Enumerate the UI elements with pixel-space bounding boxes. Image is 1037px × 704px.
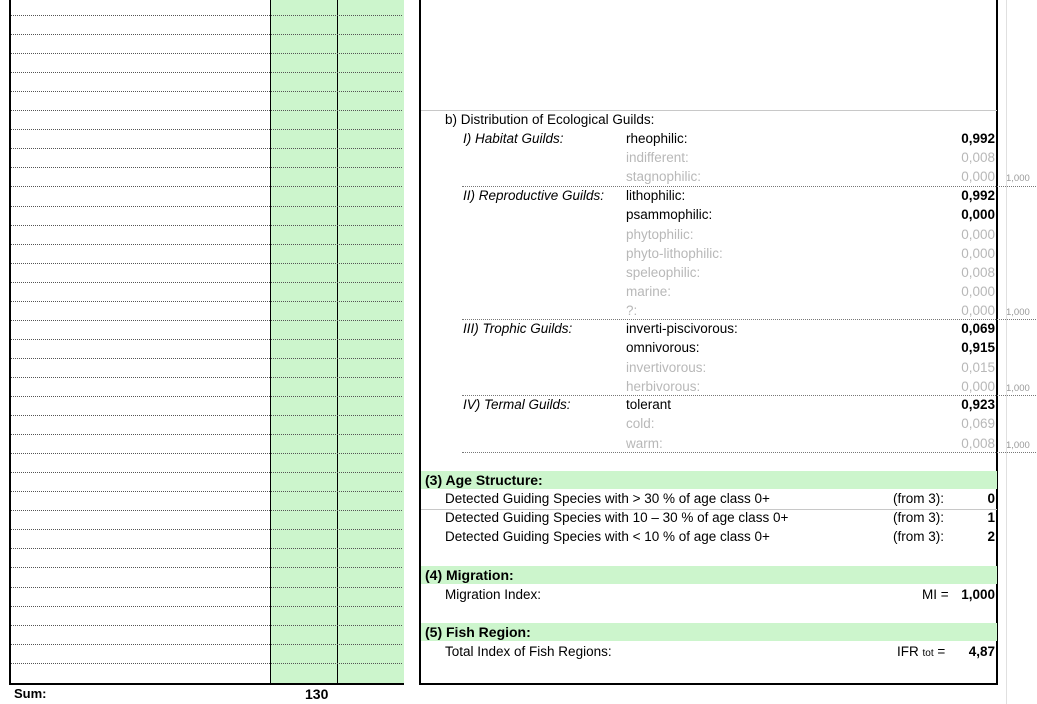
guild-label: lithophilic:	[626, 188, 686, 203]
table-row-divider	[11, 225, 402, 226]
termal-guilds-title: IV) Termal Guilds:	[463, 397, 571, 412]
table-row-divider	[11, 72, 402, 73]
divider	[462, 186, 1036, 187]
column-divider	[337, 0, 338, 683]
guild-label: invertivorous:	[626, 360, 707, 375]
divider	[462, 395, 1036, 396]
habitat-guilds-title: I) Habitat Guilds:	[463, 131, 564, 146]
table-row-divider	[11, 263, 402, 264]
guild-value: 0,008	[961, 265, 995, 280]
age-row-value: 2	[987, 529, 995, 544]
migration-title: (4) Migration:	[425, 567, 514, 583]
guild-value: 0,000	[961, 303, 995, 318]
guild-value: 0,992	[961, 188, 995, 203]
guild-label: marine:	[626, 284, 672, 299]
table-row-divider	[11, 244, 402, 245]
reproductive-guilds-title: II) Reproductive Guilds:	[463, 188, 605, 203]
guild-total: 1,000	[1006, 383, 1030, 394]
table-row-divider	[11, 358, 402, 359]
divider	[421, 110, 997, 111]
table-row-divider	[11, 548, 402, 549]
age-row-label: Detected Guiding Species with 10 – 30 % of age class 0+	[445, 510, 789, 525]
guild-label: herbivorous:	[626, 379, 701, 394]
species-table	[9, 0, 404, 685]
percent-column	[338, 0, 404, 683]
table-row-divider	[11, 396, 402, 397]
migration-value: 1,000	[961, 587, 995, 602]
guild-value: 0,008	[961, 436, 995, 451]
guild-value: 0,000	[961, 169, 995, 184]
guild-label: inverti-piscivorous:	[626, 321, 738, 336]
table-row-divider	[11, 339, 402, 340]
guild-label: stagnophilic:	[626, 169, 702, 184]
guild-value: 0,923	[961, 397, 995, 412]
table-row-divider	[11, 472, 402, 473]
guild-value: 0,008	[961, 150, 995, 165]
guild-total: 1,000	[1006, 440, 1030, 451]
sum-value: 130	[305, 686, 329, 702]
table-row-divider	[11, 625, 402, 626]
guild-value: 0,992	[961, 131, 995, 146]
table-row-divider	[11, 206, 402, 207]
table-row-divider	[11, 186, 402, 187]
age-row-label: Detected Guiding Species with > 30 % of age class 0+	[445, 491, 770, 506]
guild-label: ?:	[626, 303, 638, 318]
table-row-divider	[11, 587, 402, 588]
guild-label: cold:	[626, 416, 655, 431]
table-row-divider	[11, 434, 402, 435]
table-row-divider	[11, 606, 402, 607]
sum-label: Sum:	[14, 686, 47, 701]
age-row-value: 0	[987, 491, 995, 506]
migration-label: Migration Index:	[445, 587, 542, 602]
guild-label: speleophilic:	[626, 265, 701, 280]
fish-region-key-eq: =	[937, 644, 946, 659]
age-row-source: (from 3):	[893, 491, 945, 506]
guild-value: 0,915	[961, 340, 995, 355]
table-row-divider	[11, 34, 402, 35]
divider	[462, 319, 1036, 320]
age-row-source: (from 3):	[893, 529, 945, 544]
guild-label: phytophilic:	[626, 227, 694, 242]
table-row-divider	[11, 129, 402, 130]
table-row-divider	[11, 510, 402, 511]
table-row-divider	[11, 91, 402, 92]
table-row-divider	[11, 567, 402, 568]
guild-label: indifferent:	[626, 150, 689, 165]
fish-region-label: Total Index of Fish Regions:	[445, 644, 612, 659]
guilds-heading: b) Distribution of Ecological Guilds:	[445, 112, 655, 127]
age-row-source: (from 3):	[893, 510, 945, 525]
fish-region-key-main: IFR	[897, 644, 919, 659]
fish-region-title: (5) Fish Region:	[425, 624, 531, 640]
table-row-divider	[11, 320, 402, 321]
guild-value: 0,015	[961, 360, 995, 375]
guild-label: omnivorous:	[626, 340, 700, 355]
guild-label: phyto-lithophilic:	[626, 246, 723, 261]
table-row-divider	[11, 148, 402, 149]
age-row-label: Detected Guiding Species with < 10 % of age class 0+	[445, 529, 770, 544]
table-row-divider	[11, 644, 402, 645]
guild-value: 0,000	[961, 246, 995, 261]
fish-region-key-sub: tot	[922, 648, 934, 659]
table-row-divider	[11, 167, 402, 168]
column-divider	[270, 0, 271, 683]
table-row-divider	[11, 53, 402, 54]
guild-label: rheophilic:	[626, 131, 688, 146]
table-row-divider	[11, 415, 402, 416]
guild-value: 0,000	[961, 379, 995, 394]
table-row-divider	[11, 301, 402, 302]
fish-region-value: 4,87	[968, 644, 995, 659]
guild-label: tolerant	[626, 397, 672, 412]
sheet-edge	[1006, 0, 1007, 704]
age-structure-title: (3) Age Structure:	[425, 472, 543, 488]
table-row-divider	[11, 529, 402, 530]
table-row-divider	[11, 377, 402, 378]
table-row-divider	[11, 663, 402, 664]
count-column	[270, 0, 337, 683]
guild-value: 0,000	[961, 227, 995, 242]
guild-value: 0,000	[961, 207, 995, 222]
table-row-divider	[11, 15, 402, 16]
migration-key: MI =	[922, 587, 949, 602]
table-row-divider	[11, 110, 402, 111]
trophic-guilds-title: III) Trophic Guilds:	[463, 321, 573, 336]
guild-label: psammophilic:	[626, 207, 713, 222]
table-row-divider	[11, 491, 402, 492]
guild-value: 0,069	[961, 321, 995, 336]
guild-value: 0,069	[961, 416, 995, 431]
age-row-value: 1	[987, 510, 995, 525]
guild-total: 1,000	[1006, 307, 1030, 318]
table-row-divider	[11, 453, 402, 454]
divider	[462, 452, 1036, 453]
table-row-divider	[11, 282, 402, 283]
guild-total: 1,000	[1006, 173, 1030, 184]
guild-label: warm:	[626, 436, 663, 451]
guild-value: 0,000	[961, 284, 995, 299]
